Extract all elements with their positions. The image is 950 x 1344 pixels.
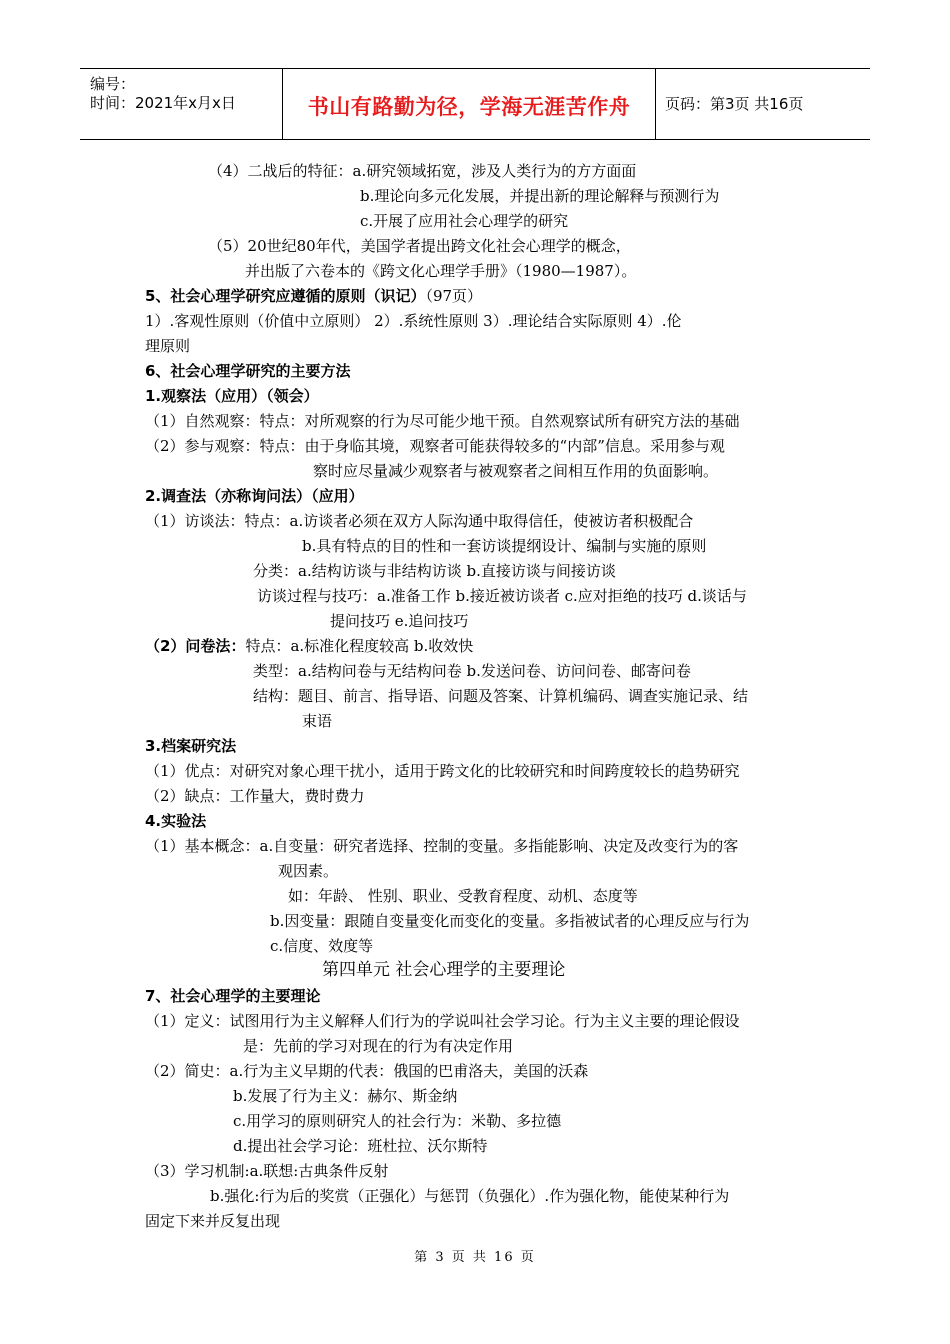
text-line: 察时应尽量减少观察者与被观察者之间相互作用的负面影响。 (313, 462, 719, 480)
text-line: 束语 (302, 712, 333, 730)
subsection-heading: 4.实验法 (145, 812, 207, 830)
text-line: （3）学习机制:a.联想:古典条件反射 (145, 1162, 389, 1180)
page-ref: （97页） (425, 287, 483, 305)
page-indicator: 页码：第3页 共16页 (665, 95, 804, 113)
text-line: （2）缺点：工作量大，费时费力 (145, 787, 365, 805)
header-meta-cell (80, 69, 283, 139)
heading-text: 5、社会心理学研究应遵循的原则（识记） (145, 287, 426, 305)
text-line: c.信度、效度等 (270, 937, 374, 955)
text-line: （1）访谈法：特点：a.访谈者必须在双方人际沟通中取得信任，使被访者积极配合 (145, 512, 694, 530)
doc-date: 时间：2021年x月x日 (90, 94, 236, 112)
text-line (145, 636, 473, 656)
text-line: b.因变量：跟随自变量变化而变化的变量。多指被试者的心理反应与行为 (270, 912, 750, 930)
subsection-heading: 1.观察法（应用）（领会） (145, 387, 319, 405)
header-motto-cell (283, 69, 656, 139)
text-line: （4）二战后的特征：a.研究领域拓宽，涉及人类行为的方方面面 (208, 162, 637, 180)
subsection-heading: 2.调查法（亦称询问法）（应用） (145, 487, 364, 505)
doc-number: 编号： (90, 75, 136, 93)
text-line: 1）.客观性原则（价值中立原则） 2）.系统性原则 3）.理论结合实际原则 4）.伦 (145, 312, 682, 330)
page-footer: 第 3 页 共 16 页 (414, 1250, 536, 1265)
unit-title: 第四单元 社会心理学的主要理论 (322, 960, 566, 980)
text-line: 分类：a.结构访谈与非结构访谈 b.直接访谈与间接访谈 (253, 562, 616, 580)
text-line: 并出版了六卷本的《跨文化心理学手册》（1980—1987）。 (245, 262, 637, 280)
text-line: c.开展了应用社会心理学的研究 (360, 212, 569, 230)
text-line: b.具有特点的目的性和一套访谈提纲设计、编制与实施的原则 (302, 537, 707, 555)
text-line: b.理论向多元化发展，并提出新的理论解释与预测行为 (360, 187, 720, 205)
section-heading (145, 286, 482, 306)
text-line: （1）优点：对研究对象心理干扰小，适用于跨文化的比较研究和时间跨度较长的趋势研究 (145, 762, 740, 780)
text-line: 类型：a.结构问卷与无结构问卷 b.发送问卷、访问问卷、邮寄问卷 (253, 662, 691, 680)
text-line: （2）简史：a.行为主义早期的代表：俄国的巴甫洛夫，美国的沃森 (145, 1062, 589, 1080)
text-line: 结构：题目、前言、指导语、问题及答案、计算机编码、调查实施记录、结 (253, 687, 749, 705)
subsection-heading: 3.档案研究法 (145, 737, 237, 755)
item-text: 特点：a.标准化程度较高 b.收效快 (245, 637, 474, 655)
text-line: 访谈过程与技巧：a.准备工作 b.接近被访谈者 c.应对拒绝的技巧 d.谈话与 (257, 587, 747, 605)
section-heading: 6、社会心理学研究的主要方法 (145, 362, 351, 380)
section-heading: 7、社会心理学的主要理论 (145, 987, 321, 1005)
text-line: c.用学习的原则研究人的社会行为：米勒、多拉德 (233, 1112, 562, 1130)
text-line: 如：年龄、 性别、职业、受教育程度、动机、态度等 (288, 887, 638, 905)
text-line: 理原则 (145, 337, 191, 355)
text-line: （2）参与观察：特点：由于身临其境，观察者可能获得较多的“内部”信息。采用参与观 (145, 437, 725, 455)
text-line: （1）基本概念：a.自变量：研究者选择、控制的变量。多指能影响、决定及改变行为的客 (145, 837, 739, 855)
text-line: 固定下来并反复出现 (145, 1212, 281, 1230)
text-line: b.强化:行为后的奖赏（正强化）与惩罚（负强化）.作为强化物，能使某种行为 (210, 1187, 730, 1205)
text-line: d.提出社会学习论：班杜拉、沃尔斯特 (233, 1137, 488, 1155)
header-page-cell (657, 69, 870, 139)
page-header (80, 68, 870, 140)
text-line: 提问技巧 e.追问技巧 (330, 612, 469, 630)
text-line: （5）20世纪80年代，美国学者提出跨文化社会心理学的概念， (208, 237, 631, 255)
text-line: （1）定义：试图用行为主义解释人们行为的学说叫社会学习论。行为主义主要的理论假设 (145, 1012, 740, 1030)
text-line: 观因素。 (278, 862, 339, 880)
text-line: （1）自然观察：特点：对所观察的行为尽可能少地干预。自然观察试所有研究方法的基础 (145, 412, 740, 430)
motto: 书山有路勤为径，学海无涯苦作舟 (307, 95, 631, 119)
text-line: b.发展了行为主义：赫尔、斯金纳 (233, 1087, 458, 1105)
item-label: （2）问卷法： (145, 637, 246, 655)
text-line: 是：先前的学习对现在的行为有决定作用 (243, 1037, 514, 1055)
